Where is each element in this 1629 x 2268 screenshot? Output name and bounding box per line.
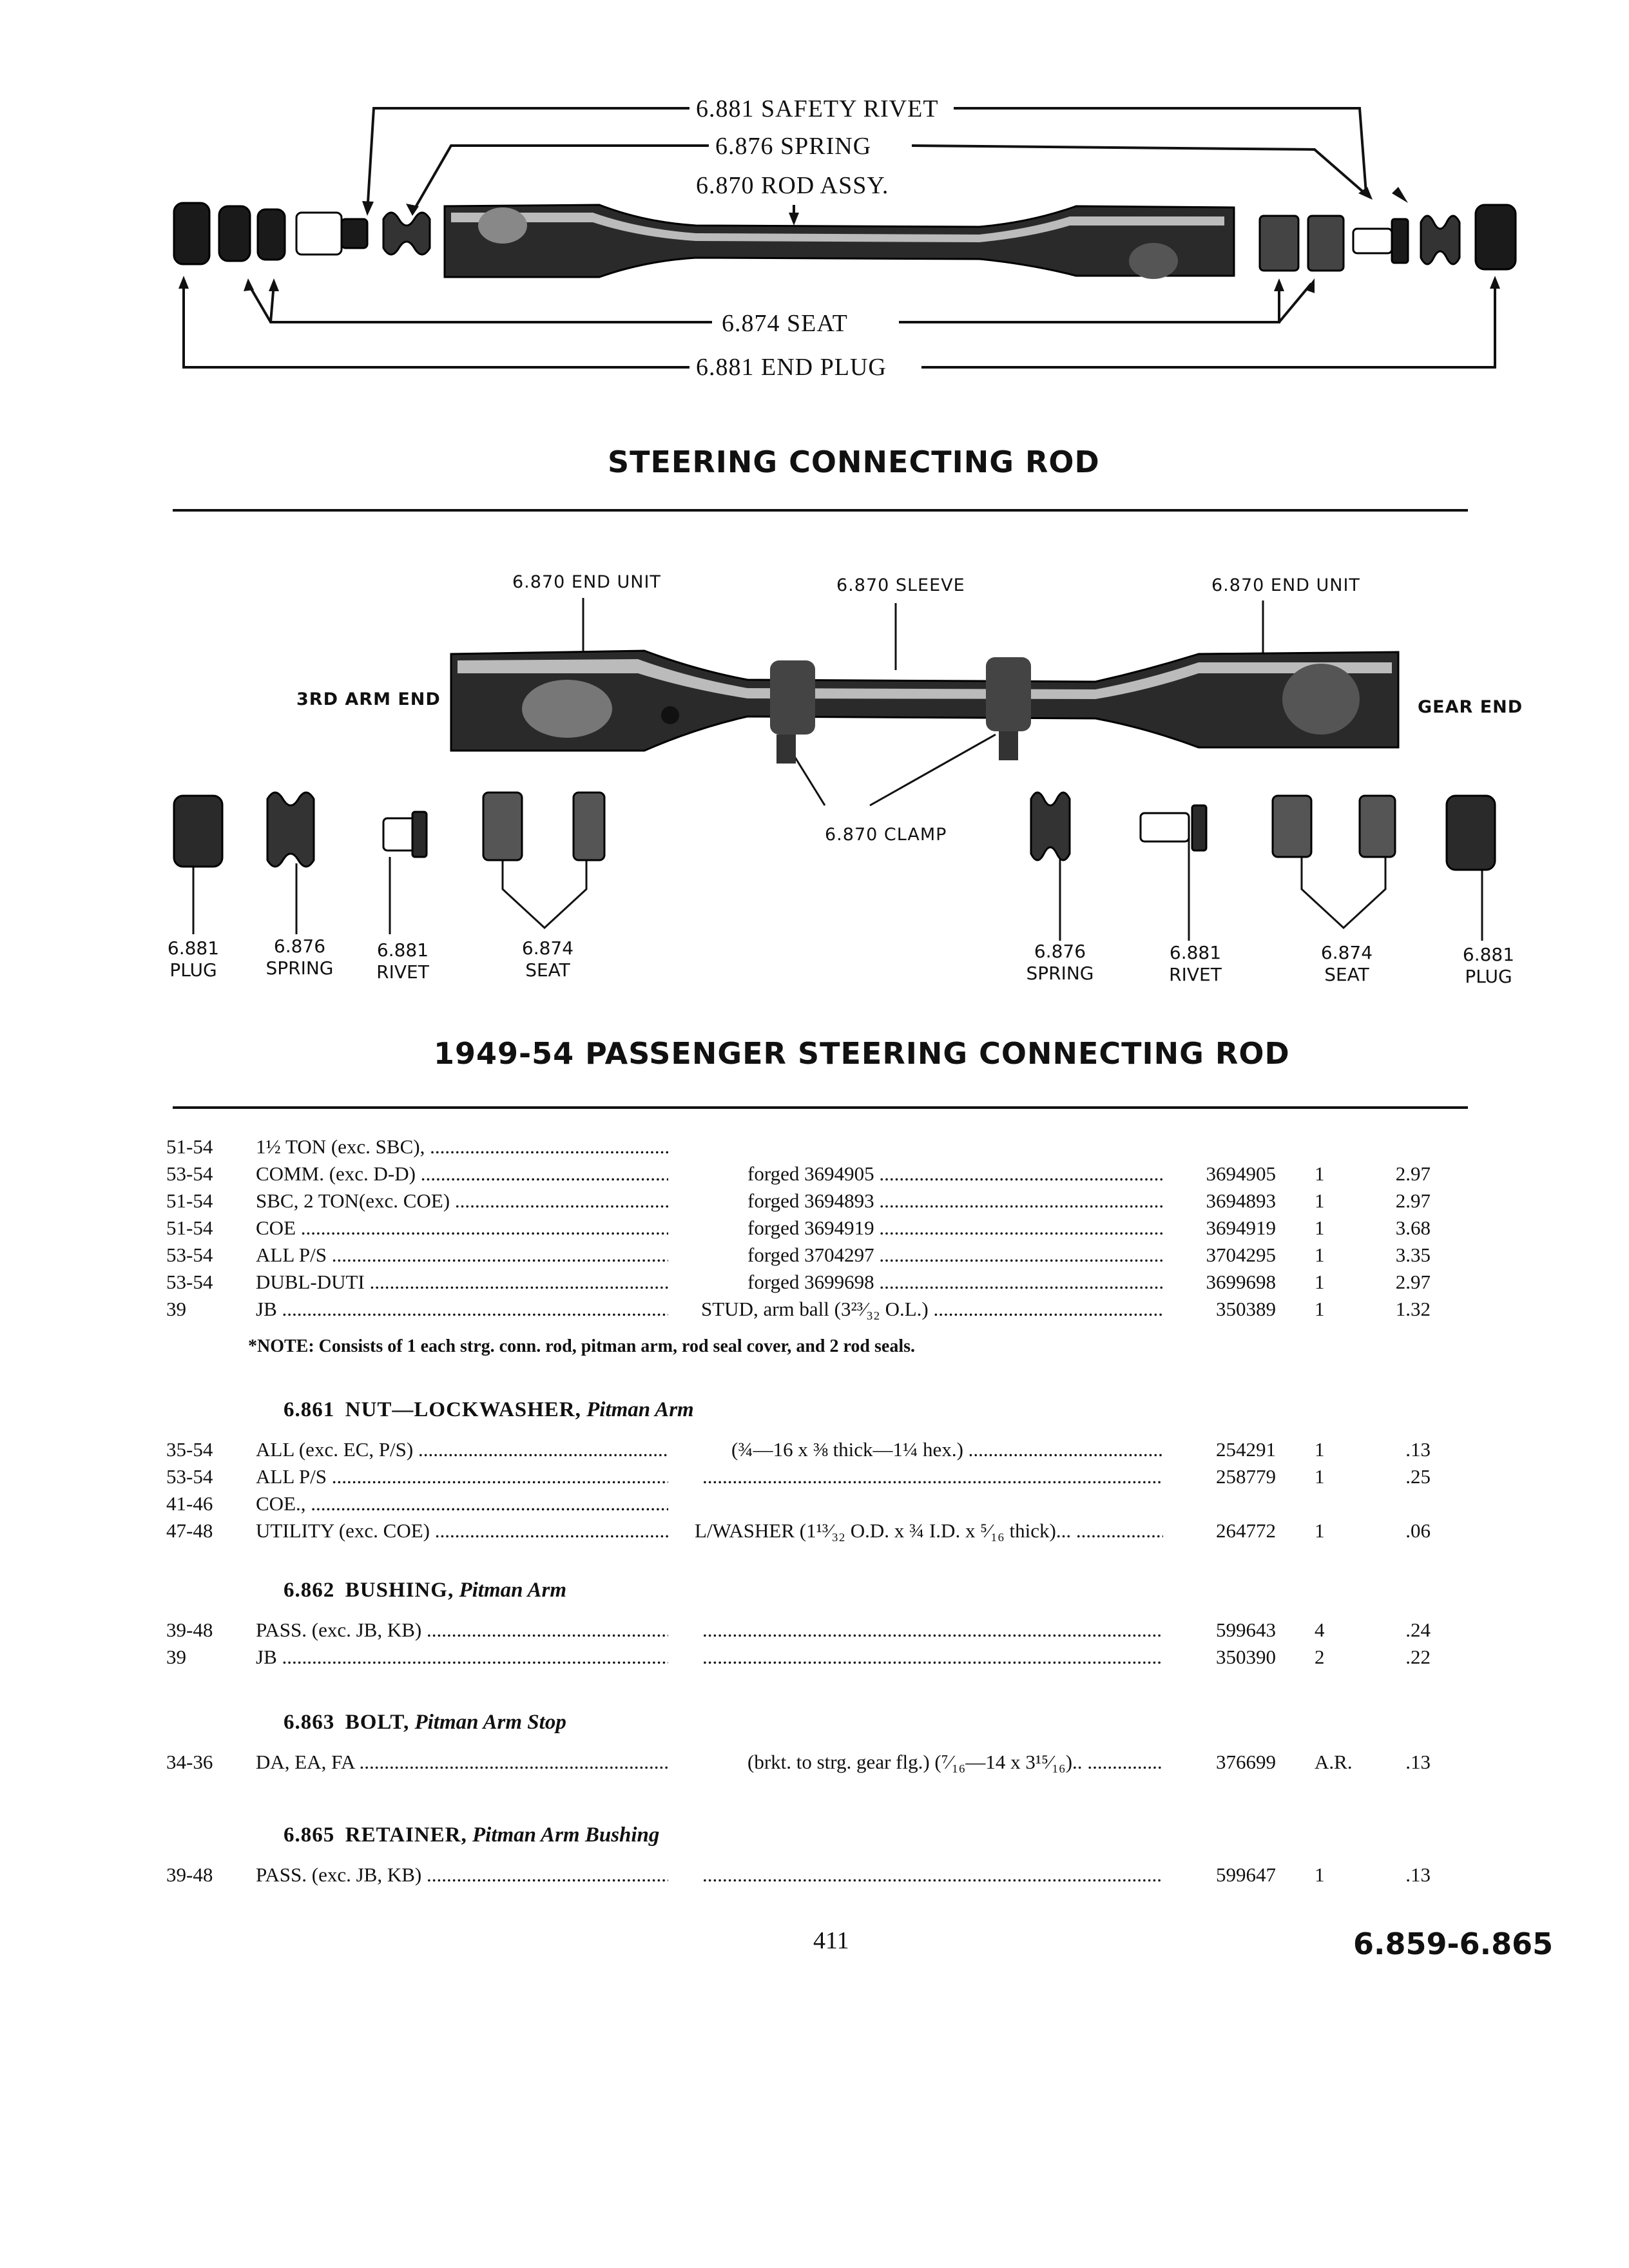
table-row [0,1244,1629,1271]
model: ALL P/S ..... [256,1465,668,1488]
part-number: 3694893 [1206,1189,1276,1212]
table-row [0,1135,1629,1162]
model: COE ..... [256,1216,668,1240]
caption-rivet-left: 6.881 RIVET [376,939,429,983]
year-range: 53-54 [166,1244,213,1266]
quantity: A.R. [1315,1751,1353,1773]
divider [173,1106,1468,1109]
divider [173,509,1468,512]
description-text: forged 3694905 ..... [747,1162,1163,1186]
section-heading: 6.862 BUSHING, Pitman Arm [284,1579,567,1602]
year-range: 53-54 [166,1162,213,1185]
description [747,1244,1163,1267]
description [731,1438,1163,1461]
table-row [0,1492,1629,1519]
model: COMM. (exc. D-D) ..... [256,1162,668,1186]
quantity: 4 [1315,1619,1325,1641]
caption-seat-left: 6.874 SEAT [521,937,574,981]
year-range: 39-48 [166,1619,213,1641]
description [702,1465,1163,1488]
description-text: STUD, arm ball (3²³⁄₃₂ O.L.) ..... [701,1298,1163,1321]
table-row [0,1465,1629,1492]
year-range: 51-54 [166,1135,213,1158]
quantity: 1 [1315,1244,1325,1266]
diagram2-title: 1949-54 PASSENGER STEERING CONNECTING ROD [434,1036,1290,1071]
quantity: 1 [1315,1271,1325,1293]
part-number: 3694905 [1206,1162,1276,1185]
year-range: 41-46 [166,1492,213,1515]
price: 3.35 [1395,1244,1431,1266]
description-text: (brkt. to strg. gear flg.) (⁷⁄₁₆—14 x 3¹⁵⁄₁₆).. ..... [747,1751,1163,1774]
label-spring: 6.876 SPRING [709,132,878,160]
price: .13 [1405,1751,1431,1773]
description-text: (¾—16 x ⅜ thick—1¼ hex.) ..... [731,1438,1163,1461]
year-range: 35-54 [166,1438,213,1461]
table-row [0,1519,1629,1546]
table-row [0,1271,1629,1298]
caption-plug-right: 6.881 PLUG [1462,944,1515,987]
quantity: 1 [1315,1298,1325,1320]
part-number: 3694919 [1206,1216,1276,1239]
caption-rivet-right: 6.881 RIVET [1169,942,1222,985]
label-end-plug: 6.881 END PLUG [689,353,893,381]
label-clamp: 6.870 CLAMP [825,825,947,845]
label-3rd-arm-end: 3RD ARM END [296,689,441,709]
year-range: 34-36 [166,1751,213,1773]
price: .22 [1405,1646,1431,1668]
table-row [0,1189,1629,1216]
quantity: 1 [1315,1162,1325,1185]
part-number: 350390 [1216,1646,1276,1668]
table-row [0,1298,1629,1325]
table-row [0,1438,1629,1465]
table-row [0,1751,1629,1778]
section-heading: 6.865 RETAINER, Pitman Arm Bushing [284,1823,660,1847]
model: JB ..... [256,1646,668,1669]
description [701,1298,1163,1321]
description [747,1216,1163,1240]
price: 2.97 [1395,1189,1431,1212]
model: PASS. (exc. JB, KB) ..... [256,1863,668,1887]
description-text: forged 3704297 ..... [747,1244,1163,1267]
year-range: 39 [166,1298,186,1320]
price: .13 [1405,1438,1431,1461]
model: UTILITY (exc. COE) ..... [256,1519,668,1542]
description-text: forged 3699698 ..... [747,1271,1163,1294]
description [747,1162,1163,1186]
model: COE., ..... [256,1492,668,1515]
price: 2.97 [1395,1162,1431,1185]
price: .24 [1405,1619,1431,1641]
description [747,1189,1163,1213]
caption-spring-left: 6.876 SPRING [265,936,334,979]
model: PASS. (exc. JB, KB) ..... [256,1619,668,1642]
passenger-rod-illustration [0,541,1629,992]
label-seat: 6.874 SEAT [715,309,854,338]
part-number: 350389 [1216,1298,1276,1320]
table-row [0,1863,1629,1890]
quantity: 1 [1315,1438,1325,1461]
description [695,1519,1163,1542]
caption-spring-right: 6.876 SPRING [1026,941,1094,984]
description [747,1751,1163,1774]
description-text: forged 3694919 ..... [747,1216,1163,1240]
model: DUBL-DUTI ..... [256,1271,668,1294]
part-number: 599647 [1216,1863,1276,1886]
description-text: forged 3694893 ..... [747,1189,1163,1213]
group-note: *NOTE: Consists of 1 each strg. conn. rod, pitman arm, rod seal cover, and 2 rod seals. [248,1336,916,1356]
quantity: 1 [1315,1465,1325,1488]
price: .25 [1405,1465,1431,1488]
part-number: 599643 [1216,1619,1276,1641]
model: ALL P/S ..... [256,1244,668,1267]
quantity: 1 [1315,1216,1325,1239]
description-text: L/WASHER (1¹³⁄₃₂ O.D. x ¾ I.D. x ⁵⁄₁₆ thick)... ..... [695,1519,1163,1542]
quantity: 1 [1315,1189,1325,1212]
part-number: 3704295 [1206,1244,1276,1266]
label-rod-assy: 6.870 ROD ASSY. [689,171,895,200]
table-row [0,1646,1629,1673]
description [702,1646,1163,1669]
page-number: 411 [813,1927,849,1954]
page-range: 6.859-6.865 [1353,1927,1554,1961]
label-sleeve: 6.870 SLEEVE [836,575,965,595]
model: 1½ TON (exc. SBC), ..... [256,1135,668,1158]
model: SBC, 2 TON(exc. COE) ..... [256,1189,668,1213]
table-row [0,1619,1629,1646]
caption-plug-left: 6.881 PLUG [167,937,220,981]
rod-assembly-illustration [0,0,1629,412]
year-range: 39-48 [166,1863,213,1886]
year-range: 39 [166,1646,186,1668]
label-end-unit-right: 6.870 END UNIT [1211,575,1360,595]
quantity: 1 [1315,1519,1325,1542]
price: 2.97 [1395,1271,1431,1293]
part-number: 264772 [1216,1519,1276,1542]
section-heading: 6.863 BOLT, Pitman Arm Stop [284,1711,566,1734]
model: DA, EA, FA ..... [256,1751,668,1774]
description [702,1863,1163,1887]
section-heading: 6.861 NUT—LOCKWASHER, Pitman Arm [284,1398,694,1421]
caption-seat-right: 6.874 SEAT [1320,942,1373,985]
part-number: 258779 [1216,1465,1276,1488]
year-range: 51-54 [166,1216,213,1239]
table-row [0,1216,1629,1244]
model: ALL (exc. EC, P/S) ..... [256,1438,668,1461]
price: .13 [1405,1863,1431,1886]
price: 1.32 [1395,1298,1431,1320]
description [747,1271,1163,1294]
year-range: 47-48 [166,1519,213,1542]
part-number: 3699698 [1206,1271,1276,1293]
year-range: 51-54 [166,1189,213,1212]
diagram1-title: STEERING CONNECTING ROD [608,445,1100,479]
year-range: 53-54 [166,1465,213,1488]
table-row [0,1162,1629,1189]
price: .06 [1405,1519,1431,1542]
part-number: 254291 [1216,1438,1276,1461]
quantity: 1 [1315,1863,1325,1886]
label-gear-end: GEAR END [1418,697,1523,717]
price: 3.68 [1395,1216,1431,1239]
label-end-unit-left: 6.870 END UNIT [512,572,661,592]
part-number: 376699 [1216,1751,1276,1773]
model: JB ..... [256,1298,668,1321]
label-safety-rivet: 6.881 SAFETY RIVET [689,95,945,123]
quantity: 2 [1315,1646,1325,1668]
description [702,1619,1163,1642]
year-range: 53-54 [166,1271,213,1293]
